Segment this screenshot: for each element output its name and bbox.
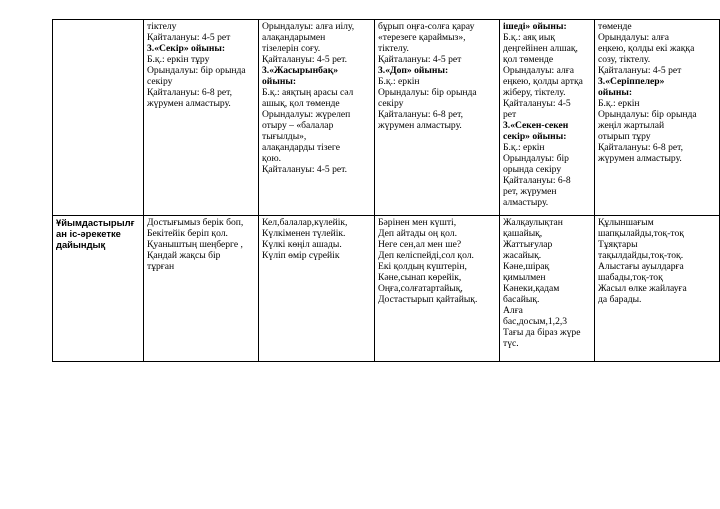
row-label-cell — [53, 20, 144, 216]
day-cell: Құлыншағым шапқылайды,тоқ-тоқ Тұяқтары тақылдайды,тоқ-тоқ. Алыстағы ауылдарға шабады,тоқ-тоқ Жасыл өлке жайлауға да барады. — [595, 216, 720, 362]
schedule-table — [52, 19, 720, 362]
day-cell: бұрып оңға-солға қарау «терезеге қараймыз», тіктелу. Қайталануы: 4-5 рет 3.«Доп» ойыны: Б.қ.: еркін Орындалуы: бір орында секіру Қайталануы: 6-8 рет, жүрумен алмастыру. — [375, 20, 500, 216]
day-cell: Орындалуы: алға иілу, алақандарымен тізелерін соғу. Қайталануы: 4-5 рет. 3.«Жасырынбақ» ойыны: Б.қ.: аяқтың арасы сәл ашық, қол төменде Орындалуы: жүрелеп отыру – «балалар тығылды», алақандарды тізеге қою. Қайталануы: 4-5 рет. — [259, 20, 375, 216]
day-cell: ішеді» ойыны: Б.қ.: аяқ иық деңгейінен алшақ, қол төменде Орындалуы: алға еңкею, қолды артқа жіберу, тіктелу. Қайталануы: 4-5 рет 3.«Секен-секен секір» ойыны: Б.қ.: еркін Орындалуы: бір орында секіру Қайталануы: 6-8 рет, жүрумен алмастыру. — [500, 20, 595, 216]
day-cell: Достығымыз берік боп, Бекітейік беріп қол. Қуаныштың шеңберге , Қандай жақсы бір тұрған — [144, 216, 259, 362]
table-row — [53, 216, 720, 362]
day-cell: Кел,балалар,күлейік, Күлкіменен түлейік. Күлкі көңіл ашады. Күліп өмір сүрейік — [259, 216, 375, 362]
day-cell: төменде Орындалуы: алға еңкею, қолды екі жаққа созу, тіктелу. Қайталануы: 4-5 рет 3.«Серіппелер» ойыны: Б.қ.: еркін Орындалуы: бір орында жеңіл жартылай отырып тұру Қайталануы: 6-8 рет, жүрумен алмастыру. — [595, 20, 720, 216]
row-label-cell: Ұйымдастырылғ ан іс-әрекетке дайындық — [53, 216, 144, 362]
day-cell: Жалқаулықтан қашайық, Жаттығулар жасайық. Кәне,шірақ қимылмен Кәнеки,қадам басайық. Алға бас,досым,1,2,3 Тағы да біраз жүре түс. — [500, 216, 595, 362]
day-cell: тіктелу Қайталануы: 4-5 рет 3.«Секір» ойыны: Б.қ.: еркін тұру Орындалуы: бір орында секіру Қайталануы: 6-8 рет, жүрумен алмастыру. — [144, 20, 259, 216]
table-row — [53, 20, 720, 216]
day-cell: Бәрінен мен күшті, Деп айтады оң қол. Неге сен,ал мен ше? Деп келіспейді,сол қол. Екі қолдың күштерін, Кәне,сынап көрейік, Оңға,солғатартайық, Достастырып қайтайық. — [375, 216, 500, 362]
